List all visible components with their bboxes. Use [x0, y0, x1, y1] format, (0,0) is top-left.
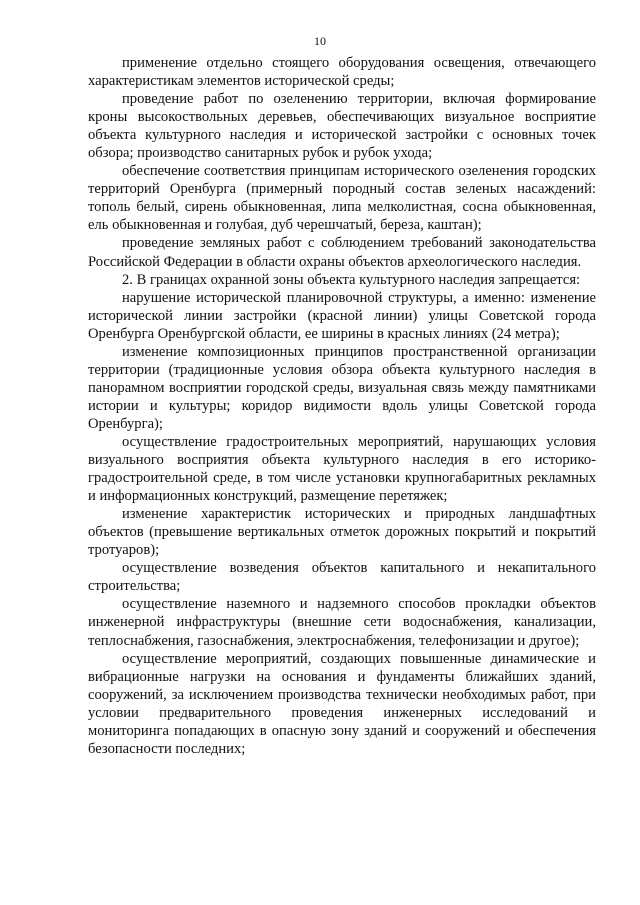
- paragraph-engineering-infrastructure: осуществление наземного и надземного способов прокладки объектов инженерной инфраструктуры (внешние сети водоснабжения, канализации, теплоснабжения, газоснабжения, электроснабжения, телефонизации и другое);: [88, 596, 596, 649]
- paragraph-urban-planning-measures: осуществление градостроительных мероприятий, нарушающих условия визуального восприятия объекта культурного наследия в его историко-градостроительной среде, в том числе установки крупногабаритных рекламных и информационных конструкций, размещение перетяжек;: [88, 433, 596, 505]
- paragraph-landscaping-works: проведение работ по озеленению территории, включая формирование кроны высокоствольных деревьев, обеспечивающих визуальное восприятие объекта культурного наследия и исторической застройки с основных точек обзора; производство санитарных рубок и рубок ухода;: [88, 91, 596, 162]
- paragraph-section-2-heading: 2. В границах охранной зоны объекта культурного наследия запрещается:: [122, 271, 581, 288]
- paragraph-earthworks: проведение земляных работ с соблюдением требований законодательства Российской Федерации в области охраны объектов археологического наследия.: [88, 235, 596, 270]
- paragraph-composition-principles: изменение композиционных принципов пространственной организации территории (традиционные условия обзора объекта культурного наследия в панорамном восприятии городской среды, визуальная связь между памятниками истории и культуры; коридор видимости вдоль улицы Советской города Оренбурга);: [88, 343, 596, 432]
- paragraph-construction: осуществление возведения объектов капитального и некапитального строительства;: [88, 560, 596, 595]
- document-body: [88, 54, 596, 758]
- paragraph-lighting-equipment: применение отдельно стоящего оборудования освещения, отвечающего характеристикам элементов исторической среды;: [88, 55, 596, 90]
- page-number: 10: [314, 34, 326, 48]
- paragraph-vibration-loads: осуществление мероприятий, создающих повышенные динамические и вибрационные нагрузки на основания и фундаменты ближайших зданий, сооружений, за исключением производства технически необходимых работ, при условии предварительного проведения инженерных исследований и мониторинга попадающих в опасную зону зданий и сооружений и обеспечения безопасности последних;: [88, 650, 596, 757]
- paragraph-planning-structure: нарушение исторической планировочной структуры, а именно: изменение исторической линии застройки (красной линии) улицы Советской города Оренбурга Оренбургской области, ее ширины в красных линиях (24 метра);: [88, 289, 596, 342]
- paragraph-landscape-objects: изменение характеристик исторических и природных ландшафтных объектов (превышение вертикальных отметок дорожных покрытий и покрытий тротуаров);: [88, 506, 596, 559]
- paragraph-historic-greening: обеспечение соответствия принципам исторического озеленения городских территорий Оренбурга (примерный породный состав зеленых насаждений: тополь белый, сирень обыкновенная, липа мелколистная, сосна обыкновенная, ель обыкновенная и голубая, дуб черешчатый, береза, каштан);: [88, 163, 596, 234]
